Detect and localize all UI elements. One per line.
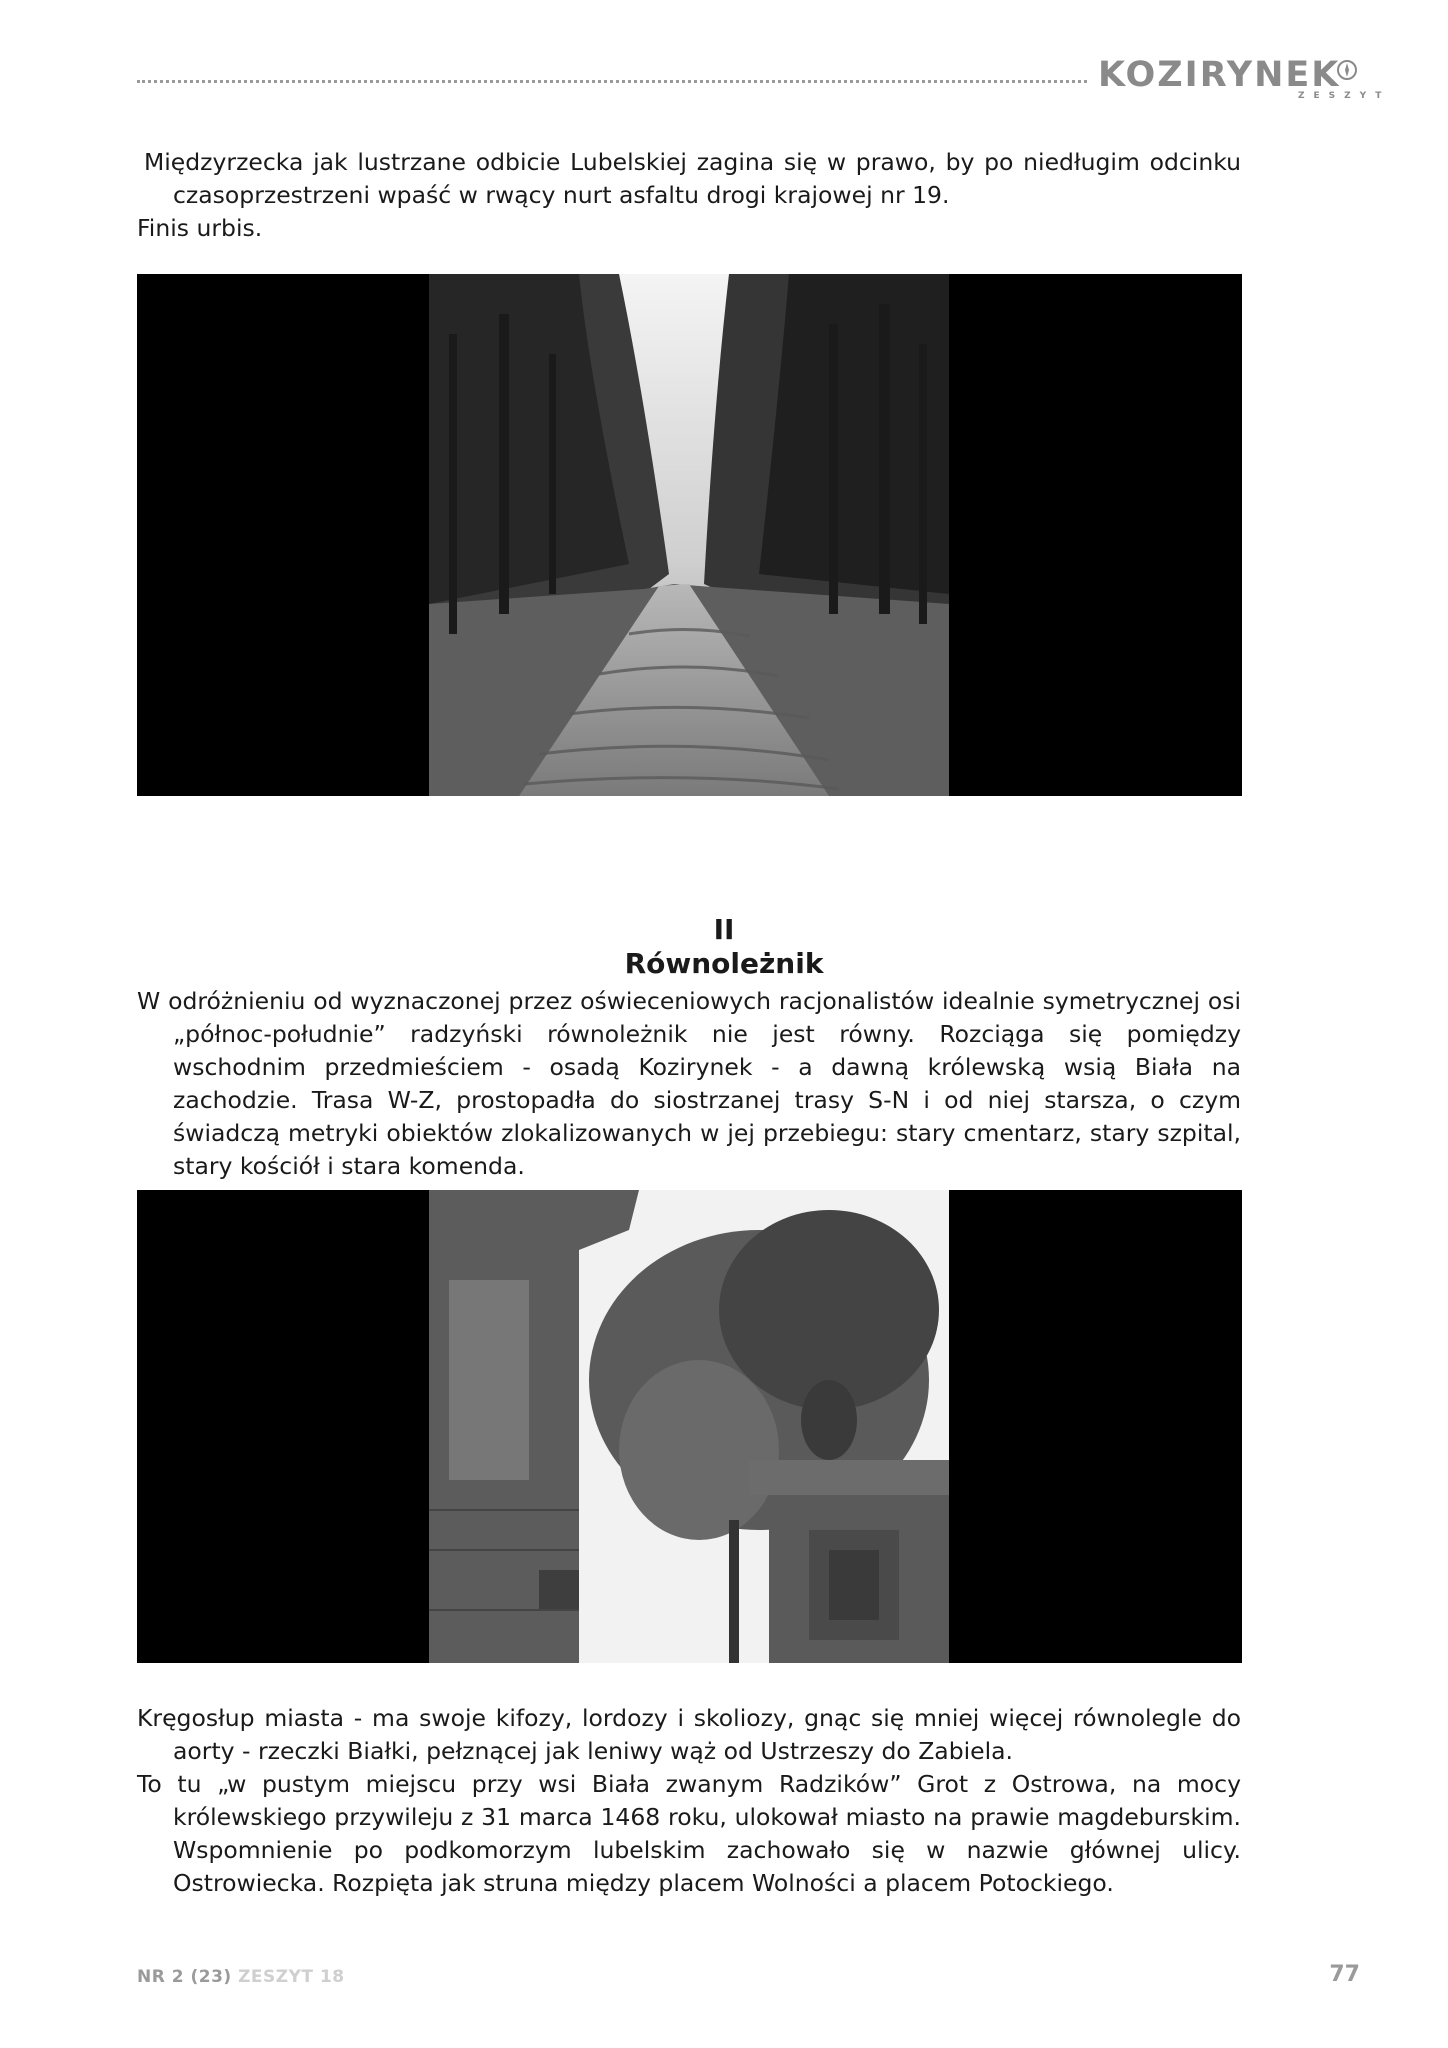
intro-paragraph-2: Finis urbis. [137, 214, 263, 242]
issue-info [137, 1967, 345, 1987]
closing-paragraph-1: Kręgosłup miasta - ma swoje kifozy, lordozy i skoliozy, gnąc się mniej więcej równolegle do aorty - rzeczki Białki, pełznącej jak leniwy wąż od Ustrzeszy do Zabiela. [137, 1704, 1241, 1765]
issue-number: NR 2 (23) [137, 1967, 232, 1987]
section-title: Równoleżnik [624, 947, 824, 980]
cemetery-gate-image [429, 1190, 949, 1663]
logo-text: KOZIRYNEK [1098, 55, 1341, 95]
forest-road-image [429, 274, 949, 796]
photo-forest-road [429, 274, 949, 796]
page-number: 77 [1329, 1962, 1360, 1987]
closing-text [137, 1702, 1241, 1900]
intro-paragraph-1: Międzyrzecka jak lustrzane odbicie Lubelskiej zagina się w prawo, by po niedługim odcinku czasoprzestrzeni wpaść w rwący nurt asfaltu drogi krajowej nr 19. [144, 148, 1241, 209]
photo-strip-road [137, 274, 1242, 796]
intro-text [137, 146, 1241, 245]
closing-paragraph-2: To tu „w pustym miejscu przy wsi Biała zwanym Radzików” Grot z Ostrowa, na mocy królewskiego przywileju z 31 marca 1468 roku, ulokował miasto na prawie magdeburskim. Wspomnienie po podkomorzym lubelskim zachowało się w nazwie głównej ulicy. Ostrowiecka. Rozpięta jak struna między placem Wolności a placem Potockiego. [137, 1770, 1241, 1897]
photo-cemetery-gate [429, 1190, 949, 1663]
header-dotted-rule [137, 80, 1087, 83]
photo-strip-gate [137, 1190, 1242, 1663]
section-number: II [713, 913, 735, 946]
logo-subtitle: ZESZYT [1298, 91, 1391, 101]
section-text [137, 985, 1241, 1183]
volume-number: ZESZYT 18 [238, 1967, 345, 1987]
compass-icon [1336, 59, 1358, 81]
kozirynek-logo [1098, 55, 1391, 101]
section-paragraph: W odróżnieniu od wyznaczonej przez oświeceniowych racjonalistów idealnie symetrycznej osi „północ-południe” radzyński równoleżnik nie jest równy. Rozciąga się pomiędzy wschodnim przedmieściem - osadą Kozirynek - a dawną królewską wsią Biała na zachodzie. Trasa W-Z, prostopadła do siostrzanej trasy S-N i od niej starsza, o czym świadczą metryki obiektów zlokalizowanych w jej przebiegu: stary cmentarz, stary szpital, stary kościół i stara komenda. [137, 987, 1241, 1180]
